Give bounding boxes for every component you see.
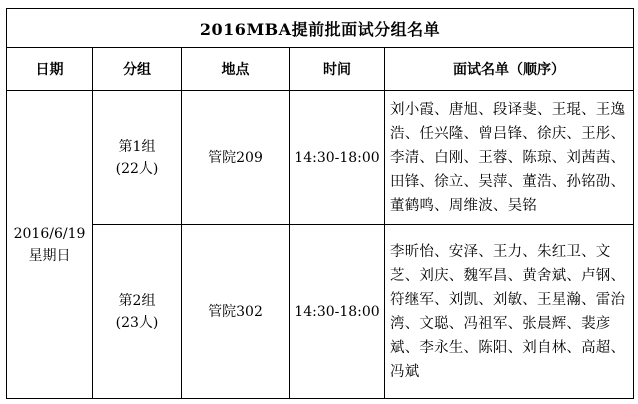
header-date: 日期: [7, 48, 93, 91]
place-cell: 管院209: [182, 91, 290, 225]
table-row: [7, 91, 634, 225]
group-cell: [93, 91, 182, 225]
group-cell: [93, 225, 182, 399]
date-day: 2016/6/19: [13, 225, 86, 242]
group-name: 第1组: [118, 138, 156, 155]
time-cell: 14:30-18:00: [290, 91, 385, 225]
header-time: 时间: [290, 48, 385, 91]
header-row: [7, 48, 634, 91]
header-place: 地点: [182, 48, 290, 91]
time-cell: 14:30-18:00: [290, 225, 385, 399]
names-cell: 刘小霞、唐旭、段译斐、王琨、王逸浩、任兴隆、曾吕锋、徐庆、王彤、李清、白刚、王蓉、陈琼、刘茜茜、田锋、徐立、吴萍、董浩、孙铭劭、董鹤鸣、周维波、吴铭: [385, 91, 634, 225]
interview-schedule-table: [6, 8, 634, 399]
place-cell: 管院302: [182, 225, 290, 399]
table-row: [7, 225, 634, 399]
header-names: 面试名单（顺序）: [385, 48, 634, 91]
group-count: (23人): [115, 314, 159, 331]
table-title: 2016MBA提前批面试分组名单: [7, 9, 634, 48]
date-cell: [7, 91, 93, 399]
names-cell: 李昕怡、安泽、王力、朱红卫、文芝、刘庆、魏军昌、黄舍斌、卢钢、符继军、刘凯、刘敏、王星瀚、雷治湾、文聪、冯祖军、张晨辉、裴彦斌、李永生、陈阳、刘自林、高超、冯斌: [385, 225, 634, 399]
date-weekday: 星期日: [28, 247, 71, 264]
header-group: 分组: [93, 48, 182, 91]
group-name: 第2组: [118, 292, 156, 309]
group-count: (22人): [115, 160, 159, 177]
title-row: [7, 9, 634, 48]
